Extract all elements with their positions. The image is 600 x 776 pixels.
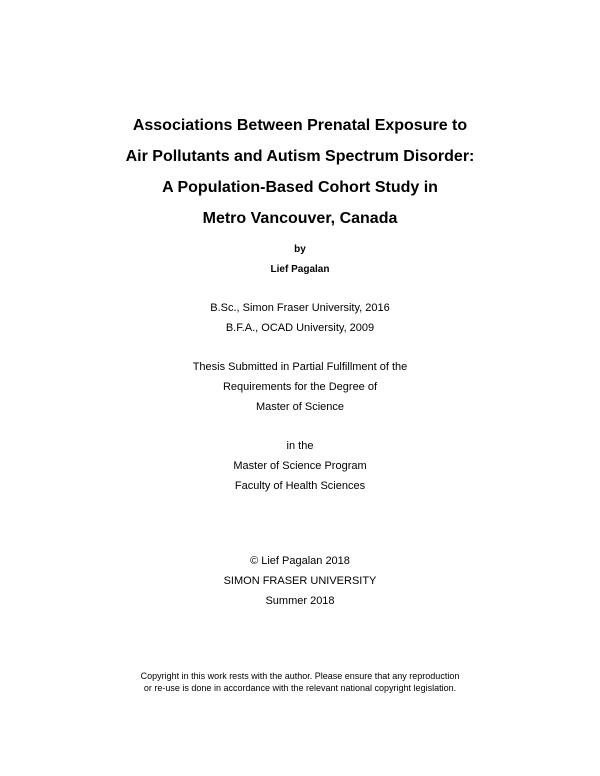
thesis-title (0, 110, 600, 234)
copyright-notice-line: Copyright in this work rests with the author. Please ensure that any reproduction (140, 671, 460, 681)
author-name: Lief Pagalan (270, 264, 330, 275)
term-line: Summer 2018 (265, 595, 335, 607)
university-line: SIMON FRASER UNIVERSITY (223, 575, 377, 587)
program-line: Faculty of Health Sciences (234, 480, 366, 492)
copyright-line: © Lief Pagalan 2018 (250, 555, 350, 567)
copyright-notice (0, 670, 600, 694)
thesis-statement (0, 357, 600, 417)
title-line: A Population-Based Cohort Study in (162, 179, 438, 196)
copyright-block (0, 551, 600, 611)
program-line: in the (286, 440, 314, 452)
program-info (0, 436, 600, 496)
program-line: Master of Science Program (233, 460, 367, 472)
title-line: Associations Between Prenatal Exposure to (132, 117, 468, 134)
prior-degrees (0, 298, 600, 338)
thesis-statement-line: Thesis Submitted in Partial Fulfillment of the (192, 361, 408, 373)
thesis-statement-line: Requirements for the Degree of (222, 381, 378, 393)
copyright-notice-line: or re-use is done in accordance with the relevant national copyright legislation. (143, 683, 457, 693)
degree-line: B.Sc., Simon Fraser University, 2016 (210, 302, 390, 314)
thesis-statement-line: Master of Science (255, 401, 345, 413)
by-label: by (294, 244, 306, 255)
title-line: Metro Vancouver, Canada (202, 210, 398, 227)
degree-line: B.F.A., OCAD University, 2009 (225, 322, 375, 334)
title-line: Air Pollutants and Autism Spectrum Disorder: (125, 148, 475, 165)
